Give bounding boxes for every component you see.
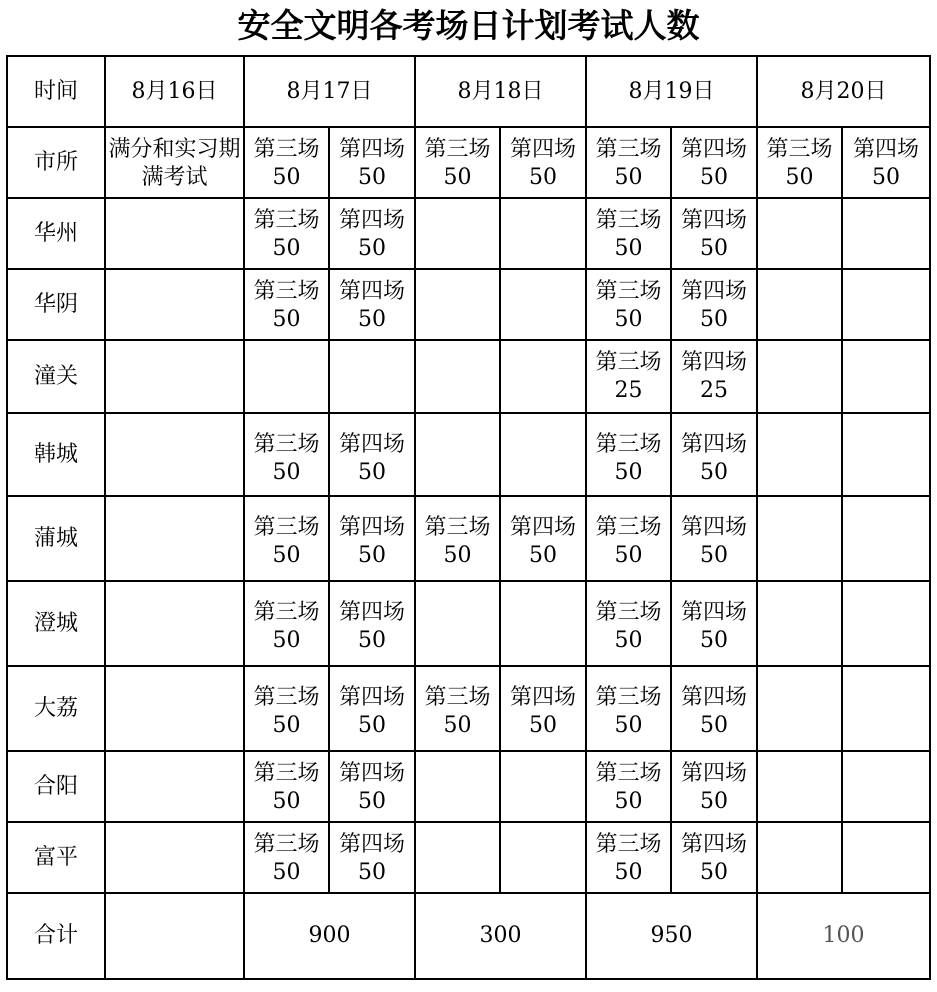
session-name: 第四场 [680,761,747,786]
city-header-row [7,127,930,198]
session-name: 第三场 [253,600,320,625]
session-cell [757,822,842,893]
total-aug17: 900 [244,893,415,979]
session-cell [244,751,329,822]
city-name: 韩城 [7,413,105,496]
totals-aug16 [105,893,244,979]
session-cell [842,666,930,751]
session-count: 50 [700,235,728,261]
session-count: 50 [358,859,386,885]
session-name: 第三场 [253,279,320,304]
city-name: 富平 [7,822,105,893]
total-aug18: 300 [415,893,586,979]
session-cell [329,198,415,269]
city-name: 合阳 [7,751,105,822]
session-name: 第四场 [338,685,405,710]
session-name: 第三场 [595,350,662,375]
city-name: 华州 [7,198,105,269]
session-name: 第三场 [595,761,662,786]
aug16-cell [105,581,244,666]
city-label: 市所 [7,127,105,198]
session-cell [671,666,757,751]
session-count: 50 [614,459,643,485]
session-count: 50 [272,859,301,885]
session-count: 50 [358,627,386,653]
session-cell [415,198,500,269]
city-name: 澄城 [7,581,105,666]
session-name: 第三场 [424,685,491,710]
session-cell [586,666,671,751]
session-name: 第四场 [338,832,405,857]
page-title: 安全文明各考场日计划考试人数 [237,6,700,45]
session-header: 第三场 50 [586,127,671,198]
session-count: 50 [614,788,643,814]
time-label: 时间 [7,56,105,127]
session-name: 第三场 [595,432,662,457]
session-count: 50 [700,788,728,814]
session-count: 50 [614,306,643,332]
session-cell [415,496,500,581]
session-count: 50 [272,542,301,568]
total-aug20: 100 [757,893,930,979]
session-cell [671,269,757,340]
session-name: 第三场 [595,600,662,625]
session-count: 50 [443,542,472,568]
session-count: 50 [614,235,643,261]
session-name: 第四场 [680,515,747,540]
session-count: 50 [358,712,386,738]
session-cell [244,198,329,269]
session-count: 50 [529,712,557,738]
totals-row [7,893,930,979]
table-row [7,198,930,269]
session-name: 第三场 [595,832,662,857]
session-header: 第四场 50 [500,127,586,198]
exam-schedule-table [6,55,931,980]
session-cell [671,340,757,413]
session-name: 第三场 [253,832,320,857]
session-count: 50 [358,788,386,814]
session-cell [244,269,329,340]
session-cell [329,581,415,666]
session-name: 第三场 [253,208,320,233]
session-name: 第四场 [338,279,405,304]
session-cell [244,666,329,751]
session-cell [842,581,930,666]
session-cell [329,751,415,822]
date-aug20: 8月20日 [757,56,930,127]
session-count: 50 [700,627,728,653]
aug16-cell [105,198,244,269]
session-cell [671,198,757,269]
table-row [7,340,930,413]
session-cell [415,340,500,413]
table-row [7,666,930,751]
session-count: 50 [358,542,386,568]
session-name: 第三场 [424,515,491,540]
session-cell [671,751,757,822]
session-name: 第三场 [595,279,662,304]
session-cell [671,496,757,581]
session-cell [329,822,415,893]
session-cell [500,751,586,822]
session-name: 第三场 [595,515,662,540]
session-count: 50 [358,459,386,485]
session-cell [500,822,586,893]
session-cell [757,198,842,269]
session-name: 第三场 [253,515,320,540]
session-header: 第三场 50 [244,127,329,198]
table-row [7,269,930,340]
session-cell [329,340,415,413]
session-count: 50 [700,306,728,332]
session-cell [329,269,415,340]
session-cell [671,413,757,496]
session-name: 第三场 [253,685,320,710]
city-name: 潼关 [7,340,105,413]
session-cell [671,581,757,666]
session-cell [586,269,671,340]
city-name: 大荔 [7,666,105,751]
session-cell [842,496,930,581]
session-count: 50 [700,859,728,885]
session-cell [586,340,671,413]
session-cell [842,413,930,496]
date-aug19: 8月19日 [586,56,757,127]
aug16-cell [105,413,244,496]
session-cell [415,751,500,822]
city-name: 蒲城 [7,496,105,581]
session-cell [757,413,842,496]
session-count: 25 [700,377,728,403]
session-cell [329,413,415,496]
session-cell [415,269,500,340]
session-cell [586,822,671,893]
session-name: 第四场 [680,208,747,233]
session-cell [757,581,842,666]
table-row [7,751,930,822]
session-count: 50 [614,712,643,738]
session-name: 第三场 [595,208,662,233]
session-count: 50 [358,306,386,332]
session-count: 50 [272,788,301,814]
aug16-cell [105,666,244,751]
session-header: 第三场 50 [415,127,500,198]
session-cell [757,340,842,413]
session-name: 第四场 [680,832,747,857]
session-count: 50 [358,235,386,261]
session-cell [500,581,586,666]
session-name: 第四场 [338,515,405,540]
aug16-cell [105,340,244,413]
session-name: 第四场 [338,600,405,625]
session-cell [500,413,586,496]
aug16-cell [105,751,244,822]
city-name: 华阴 [7,269,105,340]
date-aug16: 8月16日 [105,56,244,127]
session-header: 第三场 50 [757,127,842,198]
session-cell [671,822,757,893]
session-cell [329,496,415,581]
session-name: 第四场 [680,350,747,375]
table-row [7,581,930,666]
session-cell [842,822,930,893]
session-cell [500,496,586,581]
session-count: 50 [700,459,728,485]
session-cell [415,581,500,666]
session-cell [500,666,586,751]
table-row [7,822,930,893]
session-cell [842,269,930,340]
session-name: 第四场 [680,432,747,457]
session-name: 第四场 [338,432,405,457]
session-cell [842,751,930,822]
date-header-row [7,56,930,127]
session-count: 50 [700,712,728,738]
session-cell [329,666,415,751]
session-name: 第三场 [253,432,320,457]
aug16-exam-type: 满分和实习期满考试 [105,127,244,198]
session-count: 50 [272,459,301,485]
session-count: 25 [614,377,643,403]
date-aug18: 8月18日 [415,56,586,127]
session-cell [244,581,329,666]
session-name: 第三场 [595,685,662,710]
session-name: 第四场 [509,685,576,710]
session-header: 第四场 50 [329,127,415,198]
session-cell [244,822,329,893]
session-name: 第四场 [338,208,405,233]
session-name: 第四场 [680,279,747,304]
session-name: 第四场 [338,761,405,786]
session-cell [244,413,329,496]
session-cell [757,496,842,581]
session-count: 50 [272,627,301,653]
session-cell [586,581,671,666]
session-header: 第四场 50 [671,127,757,198]
session-count: 50 [272,235,301,261]
session-cell [244,496,329,581]
session-name: 第四场 [509,515,576,540]
session-cell [500,269,586,340]
aug16-cell [105,496,244,581]
session-cell [757,269,842,340]
session-cell [586,496,671,581]
session-cell [586,198,671,269]
session-count: 50 [529,542,557,568]
session-name: 第四场 [680,685,747,710]
session-cell [757,751,842,822]
session-name: 第四场 [680,600,747,625]
session-count: 50 [272,306,301,332]
session-header: 第四场 50 [842,127,930,198]
session-cell [244,340,329,413]
session-cell [842,198,930,269]
session-cell [415,666,500,751]
session-count: 50 [614,542,643,568]
session-count: 50 [614,859,643,885]
session-cell [757,666,842,751]
session-count: 50 [700,542,728,568]
date-aug17: 8月17日 [244,56,415,127]
session-cell [415,822,500,893]
session-cell [500,198,586,269]
session-count: 50 [272,712,301,738]
session-cell [415,413,500,496]
aug16-cell [105,269,244,340]
aug16-cell [105,822,244,893]
session-cell [500,340,586,413]
session-cell [586,751,671,822]
table-row [7,496,930,581]
session-count: 50 [614,627,643,653]
totals-label: 合计 [7,893,105,979]
session-cell [842,340,930,413]
total-aug19: 950 [586,893,757,979]
session-cell [586,413,671,496]
table-row [7,413,930,496]
session-count: 50 [443,712,472,738]
session-name: 第三场 [253,761,320,786]
